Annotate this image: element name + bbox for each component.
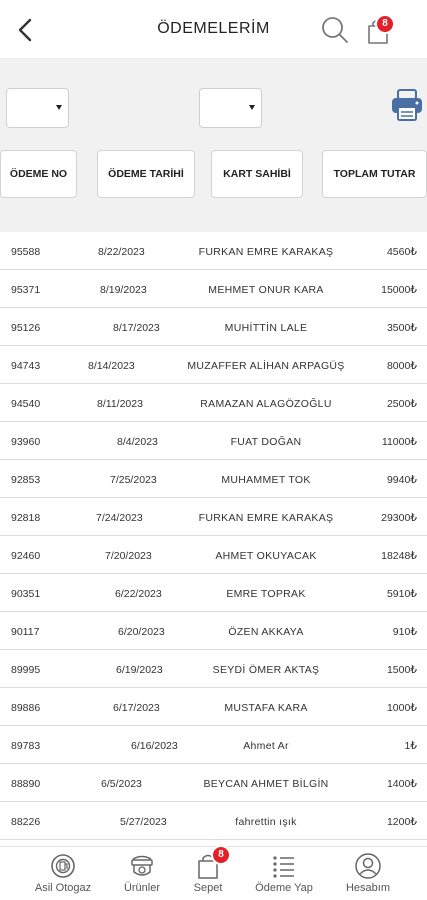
payment-date: 6/16/2023 [131, 740, 178, 752]
payment-row[interactable] [0, 460, 427, 498]
payment-row[interactable] [0, 232, 427, 270]
card-holder-name: MUHAMMET TOK [221, 474, 311, 486]
payment-amount: 3500₺ [386, 322, 417, 334]
card-holder-name: AHMET OKUYACAK [215, 550, 317, 562]
payment-no: 92460 [11, 550, 41, 562]
payment-amount: 1200₺ [386, 816, 417, 828]
payment-row[interactable] [0, 688, 427, 726]
payment-amount: 1400₺ [386, 778, 417, 790]
gas-station-logo-icon [49, 852, 77, 880]
sort-by-payment-no-button[interactable]: ÖDEME NO [0, 150, 77, 198]
payment-date: 8/4/2023 [117, 436, 158, 448]
payment-date: 6/20/2023 [118, 626, 165, 638]
products-icon [128, 852, 156, 880]
payments-list [0, 232, 427, 840]
payment-amount: 29300₺ [381, 512, 417, 524]
payment-no: 89995 [11, 664, 41, 676]
payment-amount: 9940₺ [386, 474, 417, 486]
payment-row[interactable] [0, 270, 427, 308]
card-holder-name: fahrettin ışık [235, 816, 297, 828]
payment-amount: 15000₺ [381, 284, 417, 296]
payment-date: 6/22/2023 [115, 588, 162, 600]
card-holder-name: MUSTAFA KARA [224, 702, 308, 714]
payment-date: 6/17/2023 [113, 702, 160, 714]
list-icon [270, 852, 298, 880]
card-holder-name: FUAT DOĞAN [230, 436, 302, 448]
payment-no: 90117 [11, 626, 40, 638]
filter-select-1[interactable] [6, 88, 69, 128]
nav-label-home: Asil Otogaz [34, 882, 92, 894]
payment-no: 95371 [11, 284, 41, 296]
nav-cart-count-badge: 8 [211, 845, 231, 865]
payment-amount: 8000₺ [386, 360, 417, 372]
dropdown-arrow-icon [56, 105, 62, 110]
card-holder-name: FURKAN EMRE KARAKAŞ [198, 246, 334, 258]
payment-date: 7/25/2023 [110, 474, 157, 486]
card-holder-name: RAMAZAN ALAGÖZOĞLU [200, 398, 332, 410]
card-holder-name: MEHMET ONUR KARA [208, 284, 324, 296]
card-holder-name: EMRE TOPRAK [226, 588, 306, 600]
payment-amount: 4560₺ [386, 246, 417, 258]
top-bar [0, 0, 427, 58]
nav-item-make-payment[interactable] [250, 847, 318, 900]
payment-row[interactable] [0, 764, 427, 802]
payment-row[interactable] [0, 802, 427, 840]
payment-amount: 1500₺ [386, 664, 417, 676]
nav-item-account[interactable] [340, 847, 396, 900]
payment-amount: 910₺ [392, 626, 417, 638]
payment-no: 88890 [11, 778, 41, 790]
payment-row[interactable] [0, 384, 427, 422]
payment-date: 5/27/2023 [120, 816, 167, 828]
payment-date: 6/5/2023 [101, 778, 142, 790]
payment-date: 8/22/2023 [98, 246, 145, 258]
nav-label-cart: Sepet [193, 882, 223, 894]
payment-row[interactable] [0, 422, 427, 460]
card-holder-name: ÖZEN AKKAYA [228, 626, 304, 638]
payment-date: 8/14/2023 [88, 360, 135, 372]
payment-no: 90351 [11, 588, 41, 600]
payment-amount: 2500₺ [386, 398, 417, 410]
sort-by-card-holder-button[interactable]: KART SAHİBİ [211, 150, 303, 198]
payment-no: 88226 [11, 816, 41, 828]
bottom-navigation [0, 846, 427, 900]
filter-select-2[interactable] [199, 88, 262, 128]
payment-row[interactable] [0, 536, 427, 574]
user-account-icon [354, 852, 382, 880]
page-title: ÖDEMELERİM [157, 20, 270, 37]
card-holder-name: MUHİTTİN LALE [224, 322, 308, 334]
sort-by-payment-date-button[interactable]: ÖDEME TARİHİ [97, 150, 195, 198]
payment-date: 8/19/2023 [100, 284, 147, 296]
payment-amount: 11000₺ [381, 436, 417, 448]
payment-date: 7/24/2023 [96, 512, 143, 524]
cart-count-badge: 8 [375, 14, 395, 34]
payment-no: 89783 [11, 740, 41, 752]
payment-no: 92818 [11, 512, 41, 524]
payment-amount: 18248₺ [381, 550, 417, 562]
payment-row[interactable] [0, 346, 427, 384]
payment-no: 95588 [11, 246, 41, 258]
payment-amount: 1000₺ [386, 702, 417, 714]
payment-no: 92853 [11, 474, 41, 486]
filter-panel [0, 58, 427, 232]
payment-row[interactable] [0, 612, 427, 650]
card-holder-name: Ahmet Ar [243, 740, 289, 752]
card-holder-name: SEYDİ ÖMER AKTAŞ [212, 664, 320, 676]
search-icon[interactable] [320, 15, 350, 45]
payment-no: 89886 [11, 702, 41, 714]
payment-date: 8/17/2023 [113, 322, 160, 334]
card-holder-name: MUZAFFER ALİHAN ARPAGÜŞ [187, 360, 345, 372]
payment-date: 8/11/2023 [97, 398, 143, 410]
printer-icon[interactable] [390, 88, 424, 122]
payment-row[interactable] [0, 498, 427, 536]
nav-item-products[interactable] [118, 847, 166, 900]
sort-by-total-amount-button[interactable]: TOPLAM TUTAR [322, 150, 427, 198]
card-holder-name: FURKAN EMRE KARAKAŞ [198, 512, 334, 524]
payment-row[interactable] [0, 308, 427, 346]
dropdown-arrow-icon [249, 105, 255, 110]
payment-row[interactable] [0, 726, 427, 764]
payment-row[interactable] [0, 650, 427, 688]
payment-no: 93960 [11, 436, 41, 448]
payment-row[interactable] [0, 574, 427, 612]
nav-label-products: Ürünler [123, 882, 161, 894]
payment-no: 94540 [11, 398, 41, 410]
payment-no: 95126 [11, 322, 41, 334]
payment-date: 6/19/2023 [116, 664, 163, 676]
card-holder-name: BEYCAN AHMET BİLGİN [203, 778, 329, 790]
nav-label-make-payment: Ödeme Yap [255, 882, 313, 894]
payment-amount: 5910₺ [386, 588, 417, 600]
payment-date: 7/20/2023 [105, 550, 152, 562]
nav-label-account: Hesabım [345, 882, 391, 894]
payment-no: 94743 [11, 360, 41, 372]
payment-amount: 1₺ [404, 740, 417, 752]
nav-item-home[interactable] [30, 847, 96, 900]
